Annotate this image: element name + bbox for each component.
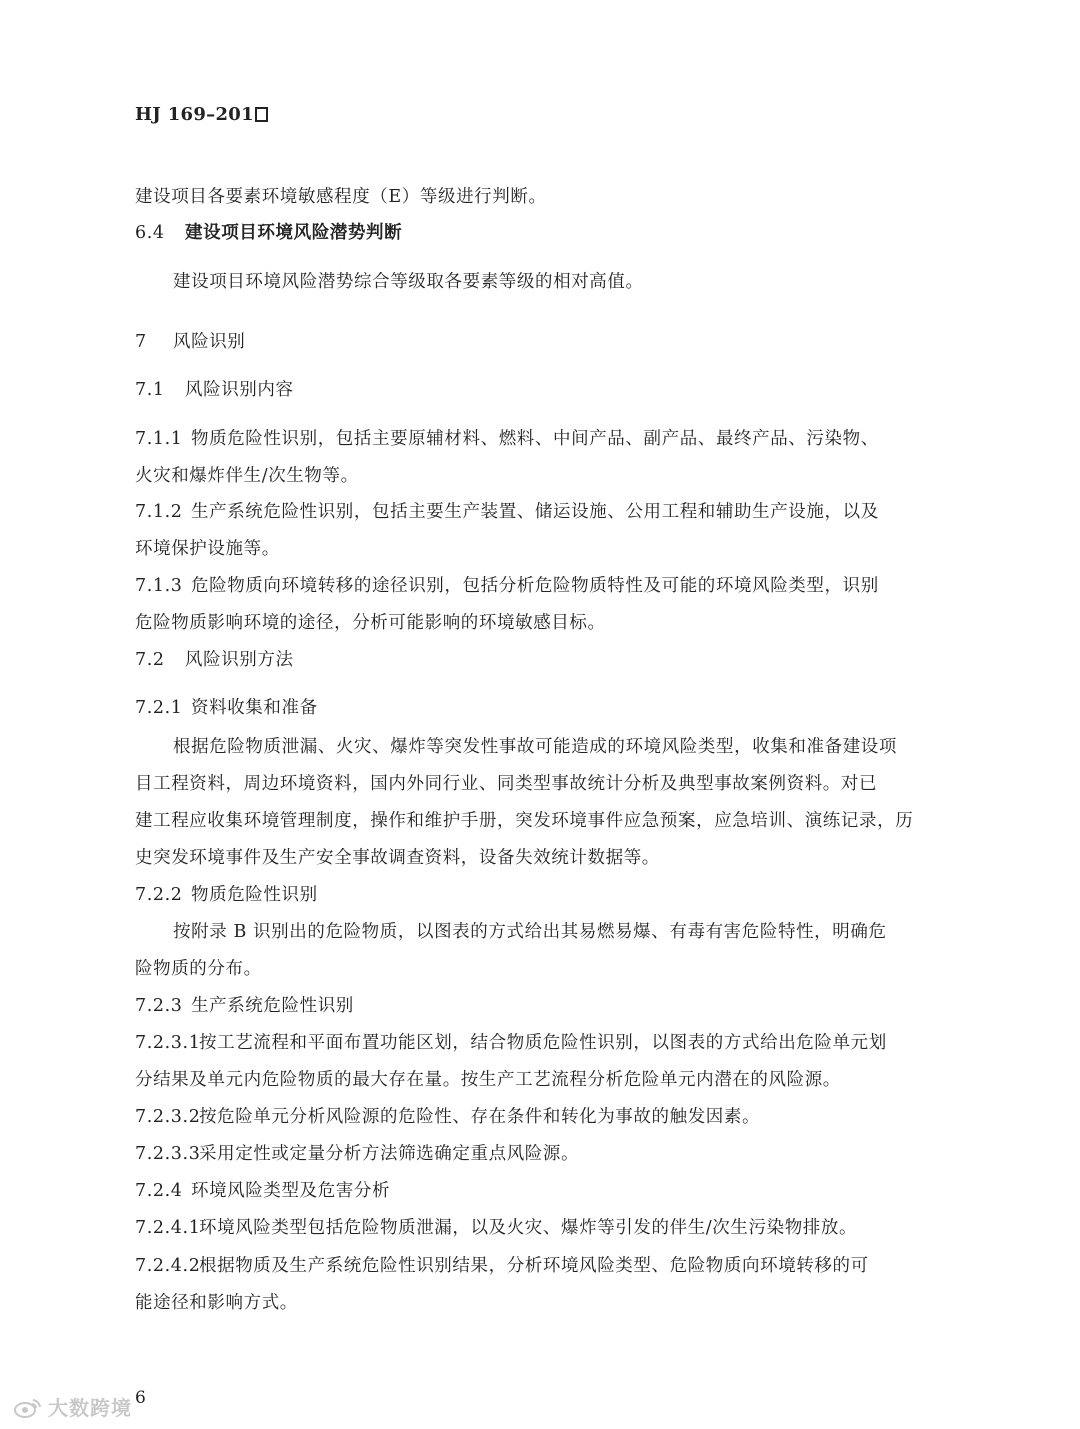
clause-7-2-3-1: 7.2.3.1按工艺流程和平面布置功能区划，结合物质危险性识别，以图表的方式给出危险单元划 <box>135 1033 887 1053</box>
watermark-text: 大数跨境 <box>48 1396 132 1420</box>
clause-7-2-3-2: 7.2.3.2按危险单元分析风险源的危险性、存在条件和转化为事故的触发因素。 <box>135 1107 761 1127</box>
clause-7-1-1: 7.1.1 物质危险性识别，包括主要原辅材料、燃料、中间产品、副产品、最终产品、污染物、 <box>135 429 879 449</box>
paragraph-line: 火灾和爆炸伴生/次生物等。 <box>135 466 359 486</box>
section-heading-7-2: 7.2 风险识别方法 <box>135 650 294 670</box>
clause-7-2-4-2: 7.2.4.2根据物质及生产系统危险性识别结果，分析环境风险类型、危险物质向环境转移的可 <box>135 1256 869 1276</box>
section-heading-7: 7 风险识别 <box>135 332 246 352</box>
paragraph-line: 根据危险物质泄漏、火灾、爆炸等突发性事故可能造成的环境风险类型，收集和准备建设项 <box>173 737 897 757</box>
paragraph-line: 建设项目各要素环境敏感程度（E）等级进行判断。 <box>135 187 547 207</box>
clause-7-2-4: 7.2.4 环境风险类型及危害分析 <box>135 1181 391 1201</box>
page-number: 6 <box>135 1388 146 1408</box>
weibo-logo-icon <box>14 1396 42 1418</box>
paragraph-line: 目工程资料，周边环境资料，国内外同行业、同类型事故统计分析及典型事故案例资料。对已 <box>135 774 878 794</box>
paragraph-line: 按附录 B 识别出的危险物质，以图表的方式给出其易燃易爆、有毒有害危险特性，明确危 <box>173 922 887 942</box>
paragraph-line: 危险物质影响环境的途径，分析可能影响的环境敏感目标。 <box>135 613 606 633</box>
clause-7-2-3: 7.2.3 生产系统危险性识别 <box>135 996 354 1016</box>
paragraph-line: 环境保护设施等。 <box>135 539 280 559</box>
document-code: HJ 169–201 <box>135 104 254 125</box>
clause-7-2-3-3: 7.2.3.3采用定性或定量分析方法筛选确定重点风险源。 <box>135 1144 580 1164</box>
paragraph-line: 分结果及单元内危险物质的最大存在量。按生产工艺流程分析危险单元内潜在的风险源。 <box>135 1070 841 1090</box>
section-heading-6-4: 6.4 建设项目环境风险潜势判断 <box>135 223 403 243</box>
paragraph-line: 史突发环境事件及生产安全事故调查资料，设备失效统计数据等。 <box>135 848 660 868</box>
clause-7-1-2: 7.1.2 生产系统危险性识别，包括主要生产装置、储运设施、公用工程和辅助生产设施，以及 <box>135 502 879 522</box>
paragraph-line: 建设项目环境风险潜势综合等级取各要素等级的相对高值。 <box>173 272 644 292</box>
paragraph-line: 能途径和影响方式。 <box>135 1293 298 1313</box>
placeholder-box-icon <box>255 107 268 122</box>
document-code-header <box>135 104 268 125</box>
paragraph-line: 建工程应收集环境管理制度，操作和维护手册，突发环境事件应急预案，应急培训、演练记录，历 <box>135 811 914 831</box>
clause-7-2-2: 7.2.2 物质危险性识别 <box>135 885 318 905</box>
paragraph-line: 险物质的分布。 <box>135 959 262 979</box>
watermark <box>14 1392 132 1421</box>
clause-7-2-1: 7.2.1 资料收集和准备 <box>135 698 318 718</box>
section-heading-7-1: 7.1 风险识别内容 <box>135 380 294 400</box>
clause-7-2-4-1: 7.2.4.1环境风险类型包括危险物质泄漏，以及火灾、爆炸等引发的伴生/次生污染物排放。 <box>135 1218 858 1238</box>
clause-7-1-3: 7.1.3 危险物质向环境转移的途径识别，包括分析危险物质特性及可能的环境风险类型，识别 <box>135 576 879 596</box>
